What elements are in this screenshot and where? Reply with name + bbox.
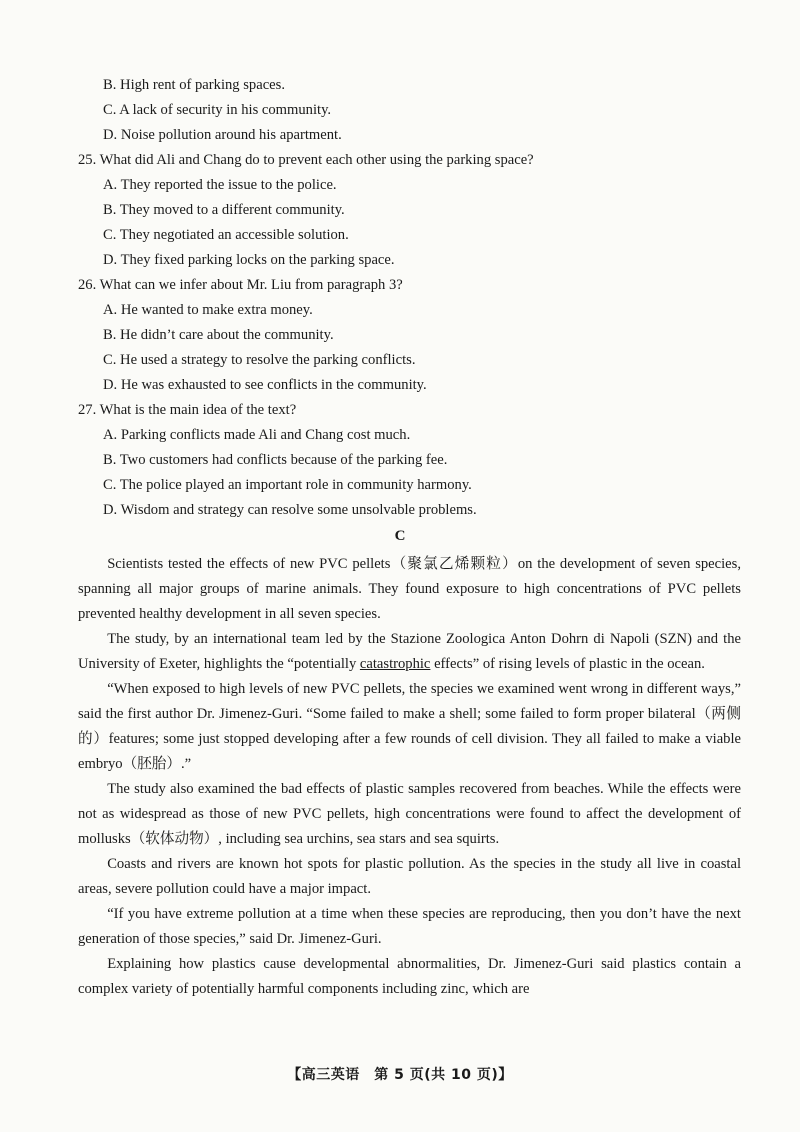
q26-option-c: C. He used a strategy to resolve the parking conflicts. (103, 352, 416, 368)
passage-paragraph-3: “When exposed to high levels of new PVC pellets, the species we examined went wrong in different ways,” said the first author Dr. Jimenez-Guri. “Some failed to make a shell; some failed to form proper bilateral（两侧的）features; some just stopped developing after a few rounds of cell division. They all failed to make a viable embryo（胚胎）.” (78, 681, 741, 772)
q26-option-b: B. He didn’t care about the community. (103, 327, 334, 343)
q24-option-d: D. Noise pollution around his apartment. (103, 127, 342, 143)
q25-option-b: B. They moved to a different community. (103, 202, 345, 218)
q27-option-a: A. Parking conflicts made Ali and Chang cost much. (103, 427, 411, 443)
q27-option-b: B. Two customers had conflicts because of the parking fee. (103, 452, 448, 468)
passage-paragraph-1: Scientists tested the effects of new PVC pellets（聚氯乙烯颗粒）on the development of seven species, spanning all major groups of marine animals. They found exposure to high concentrations of PVC pellets prevented healthy development in all seven species. (78, 556, 741, 622)
q25-option-d: D. They fixed parking locks on the parking space. (103, 252, 395, 268)
passage-paragraph-5: Coasts and rivers are known hot spots for plastic pollution. As the species in the study all live in coastal areas, severe pollution could have a major impact. (78, 856, 741, 897)
underlined-word: catastrophic (359, 656, 431, 672)
q25-stem: 25. What did Ali and Chang do to prevent each other using the parking space? (78, 152, 534, 168)
q26-stem: 26. What can we infer about Mr. Liu from paragraph 3? (78, 277, 403, 293)
section-heading: C (394, 528, 406, 544)
reading-passage (78, 552, 741, 1002)
passage-paragraph-2 (78, 627, 741, 677)
q26-option-d: D. He was exhausted to see conflicts in the community. (103, 377, 427, 393)
q24-option-b: B. High rent of parking spaces. (103, 77, 285, 93)
q25-option-c: C. They negotiated an accessible solution. (103, 227, 349, 243)
p2-text-after: effects” of rising levels of plastic in the ocean. (430, 656, 705, 672)
passage-paragraph-4: The study also examined the bad effects of plastic samples recovered from beaches. While the effects were not as widespread as those of new PVC pellets, high concentrations were found to affect the development of mollusks（软体动物）, including sea urchins, sea stars and sea squirts. (78, 781, 741, 847)
question-block (78, 73, 758, 523)
q27-stem: 27. What is the main idea of the text? (78, 402, 297, 418)
q27-option-d: D. Wisdom and strategy can resolve some unsolvable problems. (103, 502, 477, 518)
q25-option-a: A. They reported the issue to the police. (103, 177, 337, 193)
q27-option-c: C. The police played an important role in community harmony. (103, 477, 472, 493)
passage-paragraph-6: “If you have extreme pollution at a time when these species are reproducing, then you don’t have the next generation of those species,” said Dr. Jimenez-Guri. (78, 906, 741, 947)
q26-option-a: A. He wanted to make extra money. (103, 302, 313, 318)
p2-text-before: The study, by an international team led by the Stazione Zoologica Anton Dohrn di Napoli (SZN) and the University of Exeter, highlights the “potentially (78, 631, 741, 672)
passage-paragraph-7: Explaining how plastics cause developmental abnormalities, Dr. Jimenez-Guri said plastics contain a complex variety of potentially harmful components including zinc, which are (78, 956, 741, 997)
q24-option-c: C. A lack of security in his community. (103, 102, 332, 118)
page-footer: 【高三英语 第 5 页(共 10 页)】 (287, 1067, 513, 1083)
